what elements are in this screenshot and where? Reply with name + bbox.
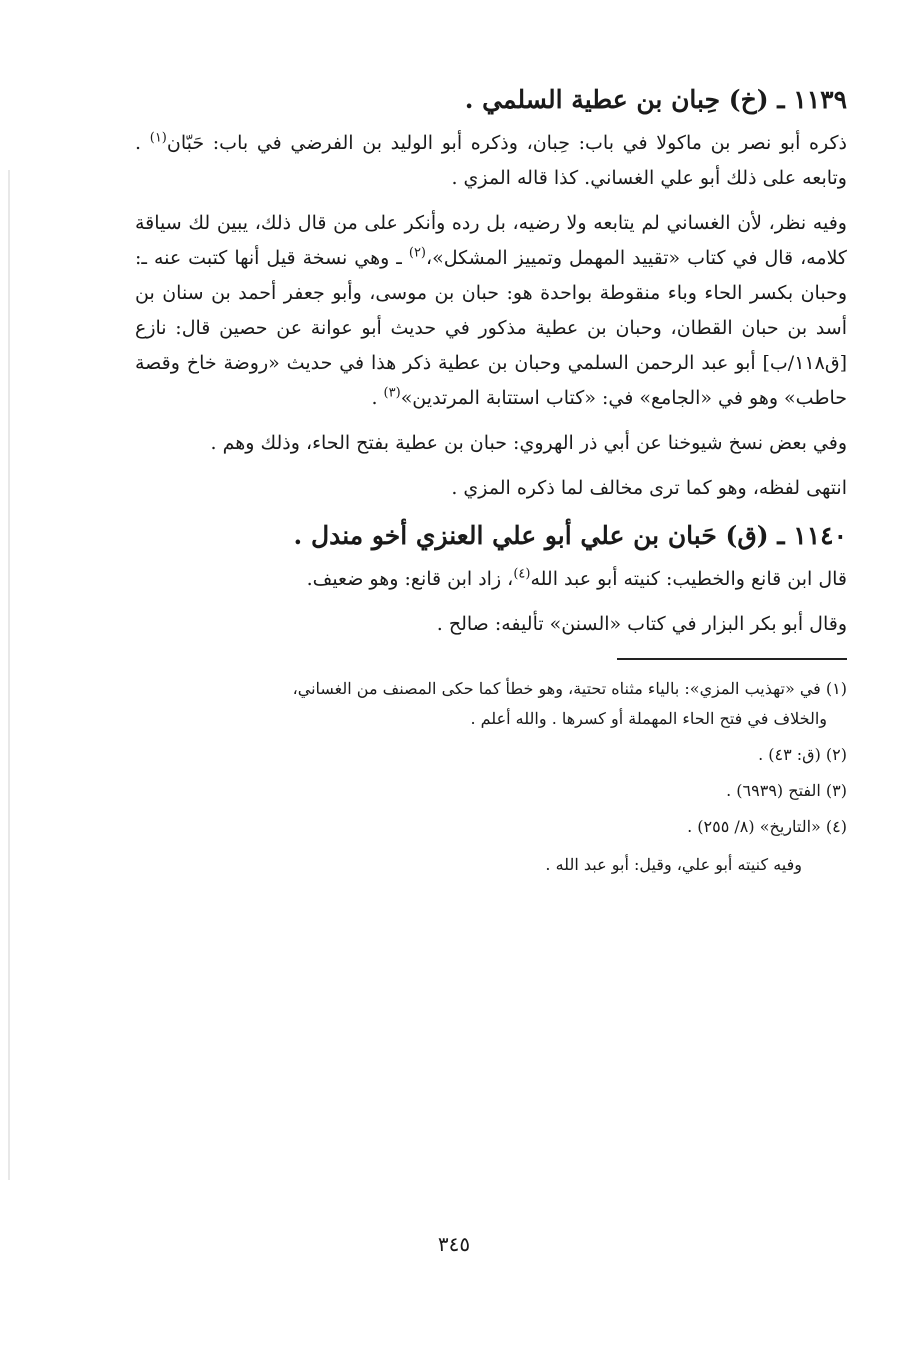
entry-1139 xyxy=(135,80,847,506)
footnote-divider xyxy=(617,658,847,660)
footnote-3: (٣) الفتح (٦٩٣٩) . xyxy=(726,781,847,800)
paragraph: وفي بعض نسخ شيوخنا عن أبي ذر الهروي: حبان بن عطية بفتح الحاء، وذلك وهم . xyxy=(210,432,847,454)
footnote-continuation: والخلاف في فتح الحاء المهملة أو كسرها . والله أعلم . xyxy=(470,709,827,728)
footnote-1 xyxy=(135,674,847,734)
page-number: ٣٤٥ xyxy=(437,1232,471,1256)
scan-edge-mark xyxy=(8,170,10,1180)
footnotes xyxy=(135,674,847,880)
entry-heading: ١١٤٠ ـ (ق) حَبان بن علي أبو علي العنزي أخو مندل . xyxy=(293,521,847,550)
paragraph-text: ذكره أبو نصر بن ماكولا في باب: حِبان، وذكره أبو الوليد بن الفرضي في باب: حَبّان xyxy=(166,132,847,154)
footnote-4 xyxy=(135,812,847,880)
paragraph xyxy=(135,562,847,597)
entry-heading: ١١٣٩ ـ (خ) حِبان بن عطية السلمي . xyxy=(464,85,847,114)
footnote-subnote: وفيه كنيته أبو علي، وقيل: أبو عبد الله . xyxy=(545,855,802,874)
entry-1140 xyxy=(135,516,847,642)
footnote-text: (٤) «التاريخ» (٨/ ٢٥٥) . xyxy=(687,817,847,836)
paragraph-tail: . وتابعه على ذلك أبو علي الغساني. كذا قاله المزي . xyxy=(135,132,847,189)
paragraph-tail: ، زاد ابن قانع: وهو ضعيف. xyxy=(306,568,514,590)
footnote-ref[interactable]: (١) xyxy=(149,130,167,146)
paragraph xyxy=(135,206,847,416)
footnote-ref[interactable]: (٤) xyxy=(513,566,531,582)
footnote-2: (٢) (ق: ٤٣) . xyxy=(758,745,847,764)
footnote-ref[interactable]: (٣) xyxy=(383,385,401,401)
document-page xyxy=(135,80,847,886)
paragraph: وقال أبو بكر البزار في كتاب «السنن» تأليفه: صالح . xyxy=(436,613,847,635)
paragraph-text: قال ابن قانع والخطيب: كنيته أبو عبد الله xyxy=(530,568,847,590)
footnote-ref[interactable]: (٢) xyxy=(408,245,426,261)
paragraph-tail: . xyxy=(371,387,384,409)
paragraph-text: وفيه نظر، لأن الغساني لم يتابعه ولا رضيه، بل رده وأنكر على من قال ذلك، يبين لك سياقة كلامه، قال في كتاب «تقييد المهمل وتمييز المشكل»، xyxy=(135,212,847,269)
paragraph xyxy=(135,126,847,196)
paragraph: انتهى لفظه، وهو كما ترى مخالف لما ذكره المزي . xyxy=(451,477,847,499)
footnote-text: (١) في «تهذيب المزي»: بالياء مثناه تحتية، وهو خطأ كما حكى المصنف من الغساني، xyxy=(292,679,847,698)
paragraph-tail: ـ وهي نسخة قيل أنها كتبت عنه ـ: وحبان بكسر الحاء وباء منقوطة بواحدة هو: حبان بن موسى، وأبو جعفر أحمد بن سنان بن أسد بن حبان القطان، وحبان بن عطية مذكور في حديث أبو عوانة عن حصين قال: نازع [ق١١٨/ب] أبو عبد الرحمن السلمي وحبان بن عطية ذكر هذا في حديث «روضة خاخ وقصة حاطب» وهو في «الجامع» في: «كتاب استتابة المرتدين» xyxy=(135,247,847,409)
